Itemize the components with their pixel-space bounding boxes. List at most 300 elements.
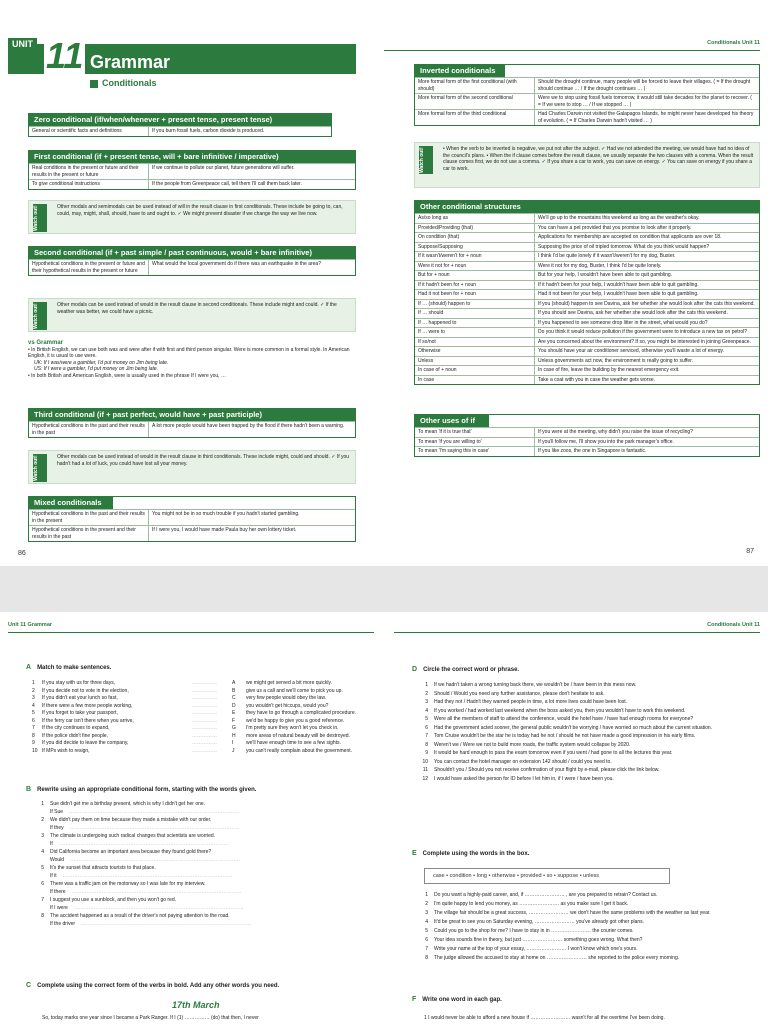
watch-out-box: Watch out! Other modals can be used instead of would in the result clause in second conditionals. These include might and could. ✓ If the weather was better, we could have a picnic. [28, 298, 356, 332]
list-item [420, 937, 750, 944]
exercise-c-first-line: So, today marks one year since I became a Park Ranger. If I (1) …………… (do) that then, I never [42, 1015, 259, 1021]
spacer [36, 840, 44, 848]
table-row: To give conditional instructions If the people from Greenpeace call, tell them I'll call them back later. [29, 179, 355, 189]
row-example: In case of fire, leave the building by the nearest emergency exit. [538, 367, 680, 373]
item-sentence: If you worked / had worked last weekend when the boss asked you, then you wouldn't have to work this weekend. [434, 707, 686, 714]
item-number: 5 [425, 716, 428, 722]
list-item [420, 691, 750, 698]
answer-line [36, 840, 366, 848]
list-item [420, 928, 750, 935]
row-example: You can have a pet provided that you promise to look after it properly. [538, 224, 692, 231]
table-row: More formal form of the first conditional (with should) Should the drought continue, many people will be forced to leave their villages. ( = If the drought should continue … / If the drought continues … ) [415, 77, 759, 93]
page-subtitle: Conditionals [90, 78, 157, 88]
list-item [420, 919, 750, 926]
table-row [415, 318, 759, 328]
item-number: 10 [422, 758, 428, 765]
item-start: If MPs wish to resign, [42, 747, 90, 754]
item-sentence: Could you go to the shop for me? I have to stay in in …………………… the courier comes. [434, 928, 634, 934]
item-letter: F [232, 717, 236, 724]
other-structures-rows [415, 213, 759, 384]
answer-dots: …………… [192, 747, 217, 754]
other-uses-of-if-box [414, 414, 760, 457]
spacer [36, 856, 44, 864]
item-ending: you can't really complain about the government. [246, 747, 353, 754]
table-row: Hypothetical conditions in the present or future and their hypothetical results in the present or future What would the local government do if there was an earthquake in the area? [29, 259, 355, 275]
item-letter: A [232, 680, 236, 686]
item-sentence: Shouldn't you / Should you not receive confirmation of your flight by e-mail, please click the link below. [434, 767, 660, 773]
answer-line [36, 872, 366, 880]
item-number: 1 [425, 682, 428, 688]
row-example: If you should see Davina, ask her whether she would look after the cats this weekend. [538, 310, 728, 316]
item-ending: give us a call and we'll come to pick you up. [246, 687, 343, 694]
table-row: General or scientific facts and definitions If you burn fossil fuels, carbon dioxide is produced. [29, 126, 331, 136]
item-letter: B [232, 687, 236, 694]
item-ending: more areas of natural beauty will be destroyed. [246, 732, 350, 739]
item-letter: J [232, 747, 235, 754]
section-heading: Other conditional structures [415, 201, 759, 213]
answer-dots: ………………………………………………………………………………………… [71, 889, 242, 895]
list-item [420, 776, 750, 783]
list-item [420, 742, 750, 749]
item-number: 6 [32, 717, 35, 724]
item-number: 3 [425, 699, 428, 705]
row-label: If it hadn't been for + noun [415, 281, 535, 290]
spacer [36, 920, 44, 928]
watch-out-tag: Watch out! [33, 302, 47, 330]
item-letter: D [232, 702, 236, 709]
answer-start: If it [50, 873, 57, 879]
first-conditional-box [28, 150, 356, 190]
exercise-d-heading: D Circle the correct word or phrase. [412, 666, 520, 673]
row-example: If it hadn't been for your help, I wouldn't have been able to quit gambling. [538, 281, 699, 288]
spacer [36, 872, 44, 880]
section-heading: Third conditional (if + past perfect, would have + past participle) [29, 409, 355, 421]
row-example: You should have your air conditioner serviced, otherwise you'll waste a lot of energy. [538, 348, 725, 354]
header-rule [394, 632, 760, 633]
inverted-conditionals-box [414, 64, 760, 126]
watch-out-tag: Watch out! [33, 454, 47, 482]
answer-dots: ………………………………………………………………………………………… [70, 857, 241, 863]
row-example: Take a coat with you in case the weather gets worse. [538, 376, 656, 383]
item-letter: C [232, 695, 236, 701]
item-number: 5 [32, 710, 35, 716]
item-sentence: Had the government acted sooner, the general public wouldn't be worrying / have worried so much about the current situation. [434, 724, 713, 731]
header-rule [384, 50, 760, 51]
table-row [415, 242, 759, 252]
table-row [415, 213, 759, 223]
watch-out-tag: Watch out! [33, 204, 47, 232]
item-start: If you decide not to vote in the election, [42, 687, 129, 694]
item-sentence: There was a traffic jam on the motorway so I was late for my interview. [50, 881, 206, 887]
item-start: If you did decide to leave the company, [42, 740, 129, 746]
item-number: 4 [425, 707, 428, 714]
spacer [36, 824, 44, 832]
item-number: 6 [425, 937, 428, 943]
diary-date: 17th March [172, 1000, 220, 1010]
answer-line [36, 904, 366, 912]
item-sentence: Write your name at the top of your essay, …………………… I won't know which one's yours. [434, 946, 638, 952]
item-number: 4 [32, 702, 35, 709]
item-sentence: I suggest you use a sunblock, and then you won't go red. [50, 897, 177, 903]
spacer [36, 888, 44, 896]
list-item [36, 816, 366, 824]
page-87 [384, 0, 768, 566]
item-start: If the city continues to expand, [42, 725, 110, 731]
row-example: Applications for membership are accepted on condition that applicants are over 18. [538, 234, 722, 240]
item-ending: they have to go through a complicated procedure. [246, 710, 357, 716]
row-label: As/so long as [415, 214, 535, 223]
answer-dots: …………… [192, 687, 217, 694]
table-row: More formal form of the second conditional Were we to stop using fossil fuels tomorrow, it would still take decades for the planet to recover. ( = If we were to stop … / If we stopped … ) [415, 93, 759, 109]
item-sentence: The accident happened as a result of the driver's not paying attention to the road. [50, 913, 230, 919]
list-item [32, 740, 356, 748]
item-sentence: If we hadn't taken a wrong turning back there, we wouldn't be / have been in this mess now. [434, 682, 637, 688]
list-item [420, 759, 750, 766]
row-label: Suppose/Supposing [415, 243, 535, 252]
table-row [415, 356, 759, 366]
page-number: 86 [18, 550, 26, 557]
third-conditional-box [28, 408, 356, 438]
item-number: 2 [425, 901, 428, 907]
list-item [420, 699, 750, 706]
list-item [32, 725, 356, 733]
list-item [36, 880, 366, 888]
exercise-e-items [420, 892, 750, 964]
list-item [420, 733, 750, 740]
item-sentence: I'm quite happy to lend you money, as …………………… as you make sure I get it back. [434, 901, 629, 907]
table-row: To mean 'if it is true that' If you were at the meeting, why didn't you raise the issue of recycling? [415, 427, 759, 437]
exercise-f-heading: F Write one word in each gap. [412, 996, 502, 1003]
row-label: If it wasn't/weren't for + noun [415, 252, 535, 261]
row-label: Unless [415, 357, 535, 366]
row-example: We'll go up to the mountains this weekend as long as the weather's okay. [538, 215, 700, 221]
row-label: Had it not been for + noun [415, 290, 535, 299]
row-label: Otherwise [415, 347, 535, 356]
row-example: I think I'd be quite lonely if it wasn't/weren't for my dog, Buster. [538, 253, 676, 259]
row-example: If you happened to see someone drop litter in the street, what would you do? [538, 319, 708, 326]
item-sentence: Tom Cruise wouldn't be the star he is today had he not / should he not have made a good impression in his early films. [434, 733, 696, 739]
table-row: Hypothetical conditions in the present and their results in the past If I were you, I would have made Paula buy her own lottery ticket. [29, 525, 355, 541]
answer-start: If Sue [50, 809, 64, 815]
watch-out-box: Watch out! Other modals can be used instead of would in the result clause in third conditionals. These include might, could and should. ✓ If you hadn't had a lot of luck, you could have lost all your money. [28, 450, 356, 484]
table-row [415, 289, 759, 299]
row-label: Provided/Providing (that) [415, 224, 535, 233]
answer-dots: …………… [192, 680, 217, 686]
item-number: 7 [32, 725, 35, 731]
list-item [420, 910, 750, 917]
item-number: 1 [32, 680, 35, 686]
exercise-b-heading: B Rewrite using an appropriate conditional form, starting with the words given. [26, 786, 257, 793]
item-letter: E [232, 710, 236, 716]
row-label: Were it not for + noun [415, 262, 535, 271]
table-row [415, 346, 759, 356]
page-number: 87 [746, 548, 754, 555]
list-item [32, 710, 356, 718]
item-number: 7 [425, 946, 428, 952]
item-sentence: The village fair should be a great success, …………………… we don't have the same problems with the weather as last year. [434, 910, 711, 916]
table-row [415, 327, 759, 337]
item-number: 5 [425, 928, 428, 934]
item-number: 5 [41, 865, 44, 871]
list-item [32, 695, 356, 703]
zero-conditional-box [28, 113, 332, 137]
row-label: On condition (that) [415, 233, 535, 242]
list-item [420, 892, 750, 899]
item-sentence: You can contact the hotel manager on extension 142 should / could you need to. [434, 758, 612, 765]
item-number: 7 [41, 897, 44, 903]
answer-start: Would [50, 857, 65, 863]
exercise-b-items [36, 800, 366, 928]
row-example: If you (should) happen to see Davina, ask her whether she would look after the cats this weekend. [538, 300, 755, 307]
item-start: If you forget to take your passport, [42, 710, 118, 716]
answer-dots: ………………………………………………………………………………………… [69, 825, 240, 831]
answer-start: If the driver [50, 921, 76, 927]
list-item [32, 703, 356, 711]
list-item [36, 800, 366, 808]
table-row [415, 251, 759, 261]
item-number: 8 [41, 913, 44, 919]
list-item [36, 912, 366, 920]
list-item [36, 896, 366, 904]
list-item [420, 946, 750, 953]
item-number: 1 [425, 892, 428, 898]
answer-line [36, 888, 366, 896]
watch-out-box: Watch out! Other modals and semimodals can be used instead of will in the result clause in first conditionals. These include be going to, can, could, may, might, shall, should, have to and ought to. ✓ We might prevent disaster if we change the way we live now. [28, 200, 356, 234]
row-label: If … (should) happen to [415, 300, 535, 309]
answer-start: If [50, 841, 53, 847]
spacer [36, 904, 44, 912]
answer-dots: ………………………………………………………………………………………… [62, 873, 233, 879]
item-number: 9 [425, 750, 428, 756]
row-example: Do you think it would reduce pollution if the government were to introduce a new tax on petrol? [538, 329, 748, 335]
item-number: 8 [425, 741, 428, 748]
table-row: Real conditions in the present or future and their results in the present or future If we continue to pollute our planet, future generations will suffer. [29, 163, 355, 179]
answer-start: If I were [50, 905, 68, 911]
table-row: More formal form of the third conditional Had Charles Darwin not visited the Galapagos Islands, he might never have developed his theory of evolution. ( = If Charles Darwin hadn't visited … ) [415, 109, 759, 125]
item-start: If you stay with us for three days, [42, 680, 116, 686]
answer-line [36, 824, 366, 832]
row-example: Were it not for my dog, Buster, I think I'd be quite lonely. [538, 262, 662, 269]
exercise-d-items [420, 682, 750, 784]
item-number: 4 [41, 849, 44, 855]
section-heading: Second conditional (if + past simple / past continuous, would + bare infinitive) [29, 247, 355, 259]
table-row [415, 232, 759, 242]
section-heading: Other uses of if [415, 415, 489, 427]
spread-gap [0, 566, 768, 612]
row-label: If so/not [415, 338, 535, 347]
item-start: If there were a few more people working, [42, 702, 133, 709]
answer-dots: ………………………………………………………………………………………… [69, 809, 240, 815]
grammar-note: vs Grammar • In British English, we can use both was and were after if with first and third person singular. Were is more common in a formal style. In American English, it is usual to use were. UK: If I was/were a gambler, I'd put money on Jim being late. US: If I were a gambler, I'd put money on Jim being late. • In both British and American English, were is usually used in the phrase If I were you, … [28, 340, 356, 379]
watch-out-box: Watch out! • When the verb to be inverted is negative, we put not after the subject. ✓ Had we not attended the meeting, we would have had no idea of the council's plans. • When the if clause comes before the result clause, we usually separate the two clauses with a comma. When the result clause comes first, we do not use a comma. ✓ If you share a car to work, you can save on energy. ✓ You can save on energy if you share a car to work. [414, 142, 760, 188]
item-sentence: It'd be great to see you on Saturday evening, …………………… you've already got other plans. [434, 919, 645, 925]
exercise-f-first-line: 1 I would never be able to afford a new house if …………………… wasn't for all the overtime I've been doing. [424, 1015, 665, 1021]
item-start: If the ferry car isn't there when you arrive, [42, 717, 134, 724]
section-heading: First conditional (if + present tense, will + bare infinitive / imperative) [29, 151, 355, 163]
item-letter: H [232, 732, 236, 739]
list-item [420, 725, 750, 732]
exercise-a-items [32, 680, 356, 755]
square-icon [90, 80, 98, 88]
running-header: Unit 11 Grammar [8, 622, 53, 628]
answer-dots: …………… [192, 725, 217, 731]
item-sentence: Weren't we / Were we not to build more roads, the traffic system would collapse by 2020. [434, 741, 631, 748]
page-title: Grammar [90, 52, 171, 72]
row-label: But for + noun [415, 271, 535, 280]
table-row [415, 308, 759, 318]
table-row [415, 270, 759, 280]
answer-line [36, 808, 366, 816]
item-number: 3 [32, 695, 35, 701]
row-label: If … happened to [415, 319, 535, 328]
answer-dots: …………… [192, 740, 217, 746]
item-number: 11 [422, 767, 428, 773]
item-number: 3 [41, 833, 44, 839]
answer-dots: ………………………………………………………………………………………… [81, 921, 252, 927]
list-item [32, 748, 356, 756]
answer-dots: …………… [192, 702, 217, 709]
item-ending: very few people would obey the law. [246, 695, 327, 701]
item-number: 4 [425, 919, 428, 925]
second-conditional-box [28, 246, 356, 276]
table-row [415, 280, 759, 290]
item-ending: we'll have enough time to see a few sights. [246, 740, 341, 746]
row-label: If … were to [415, 328, 535, 337]
item-number: 7 [425, 733, 428, 739]
header-rule [8, 632, 374, 633]
list-item [32, 688, 356, 696]
item-number: 9 [32, 740, 35, 746]
list-item [420, 901, 750, 908]
item-sentence: Should / Would you need any further assistance, please don't hesitate to ask. [434, 690, 605, 697]
running-header: Conditionals Unit 11 [707, 40, 760, 46]
item-sentence: It would be hard enough to pass the exam tomorrow even if you went / had gone to all the lectures this year. [434, 750, 673, 756]
item-number: 2 [425, 690, 428, 697]
item-sentence: Did California become an important area because they found gold there? [50, 849, 212, 855]
table-row [415, 337, 759, 347]
table-row: To mean 'I'm saying this in case' If you like zoos, the one in Singapore is fantastic. [415, 446, 759, 456]
item-sentence: The judge allowed the accused to stay at home on …………………… she reported to the police every morning. [434, 955, 680, 961]
item-number: 1 [41, 801, 44, 807]
table-row: To mean 'if you are willing to' If you'll follow me, I'll show you into the park manager's office. [415, 437, 759, 447]
row-label: In case [415, 376, 535, 385]
row-example: Unless governments act now, the environment is really going to suffer. [538, 357, 693, 364]
item-sentence: Were all the members of staff to attend the conference, would the hotel have / have had enough rooms for everyone? [434, 716, 694, 722]
row-example: But for your help, I wouldn't have been able to quit gambling. [538, 272, 673, 278]
item-number: 12 [422, 775, 428, 782]
item-sentence: It's the sunset that attracts tourists to that place. [50, 865, 156, 871]
row-label: In case of + noun [415, 366, 535, 375]
answer-line [36, 920, 366, 928]
exercise-c-heading: C Complete using the correct form of the verbs in bold. Add any other words you need. [26, 982, 280, 989]
answer-dots: …………… [192, 717, 217, 724]
bottom-spread [0, 612, 768, 1024]
spacer [36, 808, 44, 816]
item-start: If you didn't eat your lunch so fast, [42, 695, 118, 701]
table-row [415, 223, 759, 233]
answer-start: If they [50, 825, 64, 831]
table-row: Hypothetical conditions in the past and their results in the past A lot more people would have been trapped by the flood if there hadn't been a warning. [29, 421, 355, 437]
section-heading: Mixed conditionals [29, 497, 113, 509]
answer-line [36, 856, 366, 864]
item-number: 8 [32, 732, 35, 739]
table-row [415, 261, 759, 271]
item-sentence: Do you want a highly-paid career, and, if …………………… , are you prepared to retrain? Contact us. [434, 892, 658, 898]
list-item [420, 682, 750, 689]
exercise-e-heading: E Complete using the words in the box. [412, 850, 530, 857]
unit-label: UNIT [8, 38, 37, 50]
list-item [420, 750, 750, 757]
item-start: If the police didn't fine people, [42, 732, 109, 739]
item-letter: I [232, 740, 234, 746]
row-label: If … should [415, 309, 535, 318]
section-heading: Zero conditional (if/when/whenever + present tense, present tense) [29, 114, 331, 126]
list-item [420, 716, 750, 723]
item-number: 6 [41, 881, 44, 887]
page-86 [0, 0, 384, 566]
row-example: Are you concerned about the environment? If so, you might be interested in joining Greenpeace. [538, 338, 751, 345]
list-item [32, 733, 356, 741]
running-header: Conditionals Unit 11 [707, 622, 760, 628]
section-heading: Inverted conditionals [415, 65, 505, 77]
watch-out-tag: Watch out! [419, 146, 433, 174]
answer-dots: …………… [192, 710, 217, 716]
answer-dots: ………………………………………………………………………………………… [58, 841, 229, 847]
item-number: 6 [425, 724, 428, 731]
list-item [36, 848, 366, 856]
item-sentence: Your idea sounds fine in theory, but just …………………… something goes wrong. What then? [434, 937, 643, 943]
list-item [32, 718, 356, 726]
item-number: 2 [41, 817, 44, 823]
table-row [415, 299, 759, 309]
table-row [415, 375, 759, 385]
other-conditional-structures-box [414, 200, 760, 385]
unit-number: 11 [46, 35, 84, 76]
list-item [36, 832, 366, 840]
row-example: Had it not been for your help, I wouldn't have been able to quit gambling. [538, 291, 699, 297]
answer-start: If there [50, 889, 66, 895]
list-item [420, 708, 750, 715]
list-item [420, 955, 750, 962]
word-box: case • condition • long • otherwise • provided • so • suppose • unless [424, 868, 670, 884]
item-sentence: I would have asked the person for ID before I let him in, if I were / have been you. [434, 775, 614, 782]
list-item [420, 767, 750, 774]
item-sentence: We didn't pay them on time because they made a mistake with our order. [50, 817, 212, 823]
mixed-conditionals-box [28, 496, 356, 542]
table-row [415, 365, 759, 375]
item-sentence: Sue didn't get me a birthday present, which is why I didn't get her one. [50, 801, 206, 807]
item-sentence: Had they not / Hadn't they warned people in time, a lot more lives could have been lost. [434, 699, 628, 705]
item-letter: G [232, 725, 236, 731]
item-ending: we'd be happy to give you a good reference. [246, 717, 345, 724]
list-item [36, 864, 366, 872]
item-ending: we might get served a bit more quickly. [246, 680, 333, 686]
item-ending: you wouldn't get hiccups, would you? [246, 702, 329, 709]
grammar-note-title: vs Grammar [28, 340, 64, 346]
item-ending: I'm pretty sure they won't let you check in. [246, 725, 339, 731]
row-example: Supposing the price of oil tripled tomorrow. What do you think would happen? [538, 243, 710, 250]
exercise-a-heading: A Match to make sentences. [26, 664, 112, 671]
item-number: 8 [425, 955, 428, 961]
item-number: 3 [425, 910, 428, 916]
answer-dots: ………………………………………………………………………………………… [73, 905, 244, 911]
list-item [32, 680, 356, 688]
answer-dots: …………… [192, 732, 217, 739]
answer-dots: …………… [192, 695, 217, 701]
item-number: 2 [32, 687, 35, 694]
table-row: Hypothetical conditions in the past and their results in the present You might not be in so much trouble if you hadn't started gambling. [29, 509, 355, 525]
item-number: 10 [32, 747, 38, 754]
